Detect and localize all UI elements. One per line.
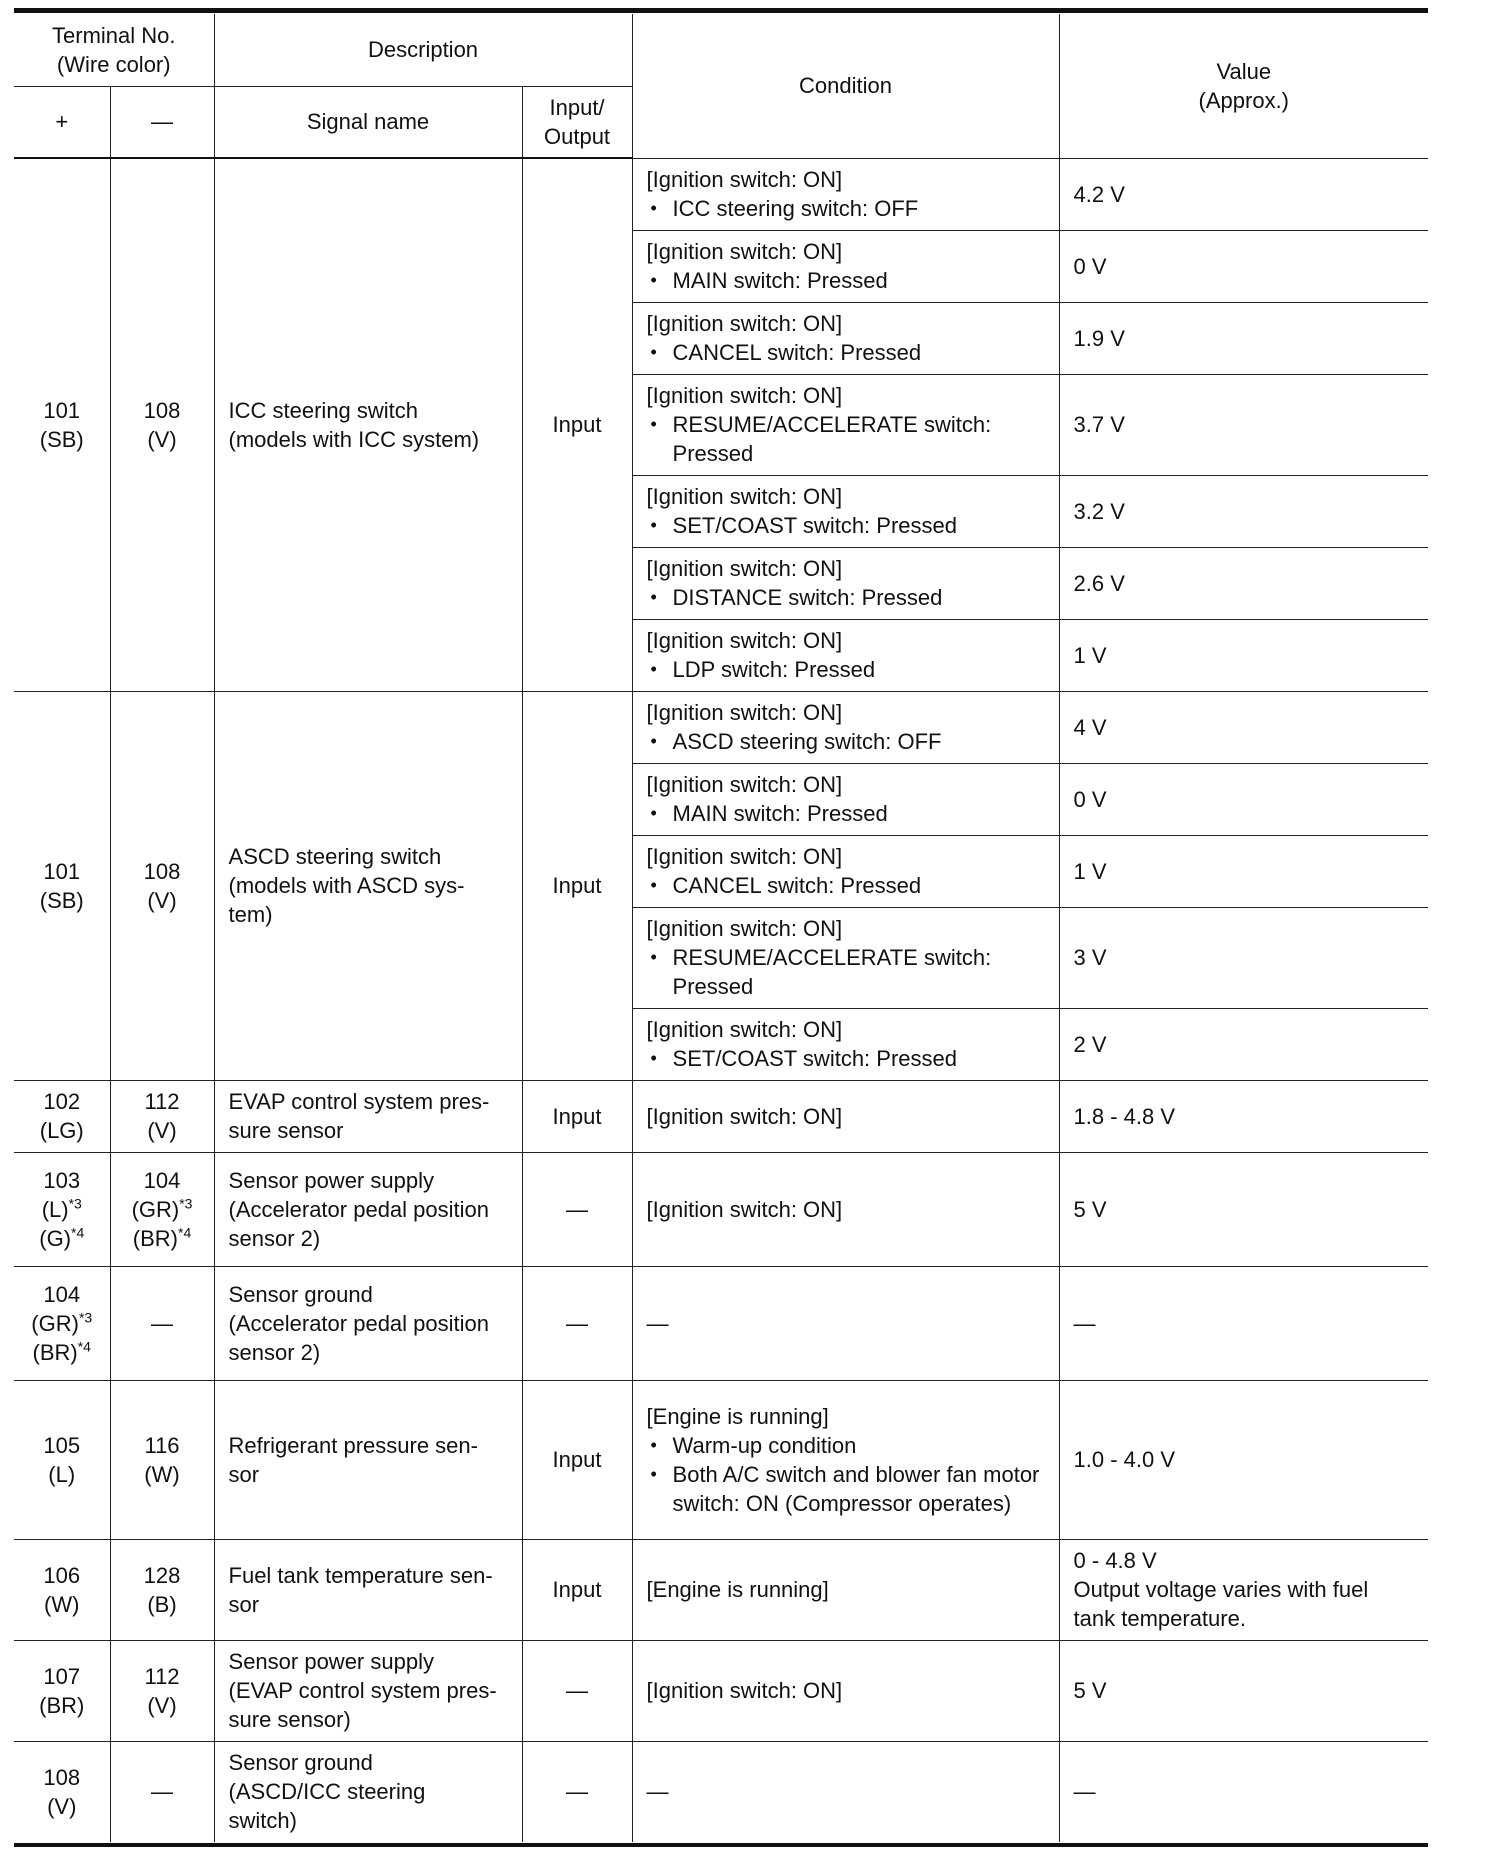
- terminal-plus-text: (L): [48, 1461, 76, 1487]
- terminal-plus-text: 105: [43, 1432, 81, 1458]
- signal-name: [214, 691, 522, 1080]
- value-line: 5 V: [1073, 1678, 1107, 1703]
- terminal-plus: [14, 1380, 110, 1539]
- condition-bullet: • CANCEL switch: Pressed: [647, 338, 1045, 367]
- condition-bullet: • DISTANCE switch: Pressed: [647, 583, 1045, 612]
- table-row: [14, 1266, 1428, 1380]
- terminal-plus-text: 102: [43, 1089, 81, 1114]
- condition-main: —: [646, 1310, 669, 1336]
- signal-name-line: (models with ICC system): [228, 426, 480, 452]
- table-row: [14, 1380, 1428, 1539]
- input-output: —: [522, 1640, 632, 1741]
- terminal-plus-text: (LG): [39, 1118, 84, 1143]
- terminal-minus-text: —: [151, 1310, 173, 1336]
- terminal-plus: [14, 1741, 110, 1842]
- condition-main: [Ignition switch: ON]: [646, 772, 843, 797]
- signal-name-line: sure sensor): [228, 1707, 351, 1732]
- signal-name-line: sor: [228, 1461, 260, 1487]
- terminal-plus-text: 107: [43, 1663, 81, 1689]
- value: [1059, 1539, 1428, 1640]
- value-line: 1.8 - 4.8 V: [1073, 1103, 1176, 1129]
- signal-name-line: (Accelerator pedal position: [228, 1196, 489, 1222]
- input-output: —: [522, 1266, 632, 1380]
- value: 0 V: [1059, 230, 1428, 302]
- terminal-minus-text: —: [151, 1779, 173, 1805]
- value: 1 V: [1059, 835, 1428, 907]
- footnote-mark: *3: [179, 1195, 193, 1212]
- condition-main: [Ignition switch: ON]: [646, 1017, 843, 1042]
- condition-main: [Ignition switch: ON]: [646, 844, 843, 869]
- terminal-plus-line: [28, 1763, 96, 1792]
- value: 4.2 V: [1059, 158, 1428, 230]
- condition: [632, 475, 1059, 547]
- signal-name-line: Sensor ground: [228, 1750, 373, 1776]
- terminal-minus-text: (GR): [131, 1196, 180, 1222]
- terminal-plus-line: [28, 1561, 96, 1590]
- value: 1 V: [1059, 619, 1428, 691]
- terminal-plus-text: (BR): [32, 1339, 78, 1365]
- condition-header: Condition: [632, 14, 1059, 158]
- signal-name-line: (EVAP control system pres-: [228, 1678, 497, 1703]
- terminal-plus-text: (L): [41, 1196, 69, 1222]
- io-label-2: Output: [544, 123, 611, 149]
- description-header: Description: [214, 14, 632, 86]
- signal-name: [214, 1640, 522, 1741]
- signal-name-line: Sensor ground: [228, 1281, 373, 1307]
- table-row: [14, 1152, 1428, 1266]
- condition: [632, 691, 1059, 763]
- terminal-minus-line: (V): [147, 426, 177, 452]
- terminal-minus-line: [125, 1195, 200, 1224]
- footnote-mark: *4: [77, 1338, 91, 1355]
- value: 0 V: [1059, 763, 1428, 835]
- terminal-minus-line: [125, 1662, 200, 1691]
- terminal-minus-text: 112: [144, 1663, 180, 1689]
- terminal-plus: [14, 1152, 110, 1266]
- value: 2 V: [1059, 1008, 1428, 1080]
- condition: [632, 1640, 1059, 1741]
- value: [1059, 1640, 1428, 1741]
- table-row: [14, 1539, 1428, 1640]
- terminal-plus-line: [28, 1166, 96, 1195]
- terminal-minus-text: (V): [147, 1118, 177, 1143]
- condition-main: [Ignition switch: ON]: [646, 916, 843, 941]
- condition: [632, 1539, 1059, 1640]
- value: [1059, 1741, 1428, 1842]
- terminal-minus-text: 128: [143, 1562, 181, 1588]
- terminal-minus-text: 116: [144, 1432, 180, 1458]
- terminal-minus-text: (W): [144, 1461, 180, 1487]
- terminal-minus: [110, 1266, 214, 1380]
- terminal-minus: [110, 158, 214, 691]
- signal-name-line: Sensor power supply: [228, 1649, 434, 1674]
- value: [1059, 1080, 1428, 1152]
- terminal-plus: [14, 158, 110, 691]
- signal-name-line: (ASCD/ICC steering: [228, 1779, 426, 1805]
- condition-main: [Ignition switch: ON]: [646, 1678, 843, 1703]
- value-line: 1.0 - 4.0 V: [1073, 1447, 1176, 1472]
- terminal-minus-line: [125, 1224, 200, 1253]
- footnote-mark: *3: [68, 1195, 82, 1212]
- table-row: [14, 1080, 1428, 1152]
- terminal-minus-text: 112: [144, 1089, 180, 1114]
- terminal-minus-line: [125, 1561, 200, 1590]
- condition: [632, 835, 1059, 907]
- footnote-mark: *3: [78, 1309, 93, 1326]
- terminal-plus-line: 101: [43, 397, 81, 423]
- condition: [632, 374, 1059, 475]
- terminal-plus-line: [28, 1662, 96, 1691]
- value-line: 0 - 4.8 V: [1073, 1548, 1157, 1573]
- condition-bullet: • RESUME/ACCELERATE switch: Pressed: [647, 410, 1045, 468]
- condition: [632, 158, 1059, 230]
- value: [1059, 1266, 1428, 1380]
- terminal-plus-line: [28, 1280, 96, 1309]
- io-label-1: Input/: [549, 94, 605, 120]
- terminal-no-label: Terminal No.: [52, 22, 176, 48]
- condition-main: [Ignition switch: ON]: [646, 700, 843, 725]
- table-row: [14, 1640, 1428, 1741]
- condition-bullet: • Warm-up condition: [647, 1431, 1045, 1460]
- signal-name: [214, 1539, 522, 1640]
- value: [1059, 1380, 1428, 1539]
- value: 2.6 V: [1059, 547, 1428, 619]
- value: 3.2 V: [1059, 475, 1428, 547]
- terminal-minus-text: (V): [147, 1692, 177, 1718]
- terminal-plus-text: 104: [43, 1281, 81, 1307]
- terminal-plus-text: (BR): [39, 1692, 85, 1718]
- signal-name-line: Refrigerant pressure sen-: [228, 1432, 478, 1458]
- condition: [632, 1080, 1059, 1152]
- io-header: [522, 86, 632, 158]
- footnote-mark: *4: [71, 1224, 85, 1241]
- terminal-plus-line: (SB): [39, 426, 84, 452]
- value: 3.7 V: [1059, 374, 1428, 475]
- signal-name-line: sor: [228, 1591, 260, 1617]
- terminal-minus-line: [125, 1460, 200, 1489]
- plus-header: +: [14, 86, 110, 158]
- terminal-plus-line: [28, 1195, 96, 1224]
- signal-name: [214, 1380, 522, 1539]
- condition: [632, 1380, 1059, 1539]
- value-line: —: [1073, 1779, 1096, 1805]
- table-row: [14, 158, 1428, 230]
- terminal-minus-line: [125, 1166, 200, 1195]
- terminal-minus: [110, 1380, 214, 1539]
- condition-bullet: • LDP switch: Pressed: [647, 655, 1045, 684]
- condition-main: [Ignition switch: ON]: [646, 556, 843, 581]
- terminal-header: [14, 14, 214, 86]
- condition-bullet: • SET/COAST switch: Pressed: [647, 511, 1045, 540]
- terminal-minus-line: 108: [143, 397, 181, 423]
- signal-name-line: switch): [228, 1808, 297, 1834]
- terminal-plus-line: (SB): [39, 887, 84, 913]
- terminal-plus: [14, 1080, 110, 1152]
- condition: [632, 547, 1059, 619]
- terminal-minus-text: (B): [147, 1591, 177, 1617]
- value-header: [1059, 14, 1428, 158]
- condition-main: [Ignition switch: ON]: [646, 484, 843, 509]
- signal-name-line: Fuel tank temperature sen-: [228, 1562, 493, 1588]
- terminal-plus-line: [28, 1431, 96, 1460]
- input-output: —: [522, 1741, 632, 1842]
- signal-name-line: tem): [228, 902, 273, 927]
- terminal-plus-text: 106: [43, 1562, 81, 1588]
- condition: [632, 1008, 1059, 1080]
- input-output: Input: [522, 1080, 632, 1152]
- terminal-plus-line: [28, 1338, 96, 1367]
- table-row: [14, 1741, 1428, 1842]
- signal-name: [214, 158, 522, 691]
- terminal-minus-line: [125, 1116, 200, 1145]
- terminal-plus-line: [28, 1460, 96, 1489]
- value-line: Output voltage varies with fuel tank temperature.: [1073, 1577, 1369, 1631]
- terminal-minus-line: [125, 1431, 200, 1460]
- value: 1.9 V: [1059, 302, 1428, 374]
- condition-main: [Engine is running]: [646, 1403, 829, 1429]
- condition: [632, 619, 1059, 691]
- terminal-minus: [110, 691, 214, 1080]
- condition-bullet: • ICC steering switch: OFF: [647, 194, 1045, 223]
- terminal-plus-text: (V): [47, 1793, 77, 1819]
- condition: [632, 1266, 1059, 1380]
- condition: [632, 763, 1059, 835]
- terminal-minus-line: (V): [147, 887, 177, 913]
- terminal-plus-line: [28, 1792, 96, 1821]
- condition-main: [Ignition switch: ON]: [646, 383, 843, 408]
- terminal-minus: [110, 1539, 214, 1640]
- terminal-plus-line: [28, 1309, 96, 1338]
- terminal-minus: [110, 1080, 214, 1152]
- condition: [632, 907, 1059, 1008]
- terminal-minus-text: 104: [143, 1167, 181, 1193]
- top-rule: [14, 8, 1428, 13]
- signal-name-line: EVAP control system pres-: [228, 1089, 490, 1114]
- terminal-plus-line: [28, 1590, 96, 1619]
- wire-color-label: (Wire color): [56, 51, 171, 77]
- approx-label: (Approx.): [1198, 87, 1290, 113]
- condition-main: [Engine is running]: [646, 1577, 829, 1602]
- signal-name-line: ICC steering switch: [228, 397, 419, 423]
- input-output: Input: [522, 691, 632, 1080]
- terminal-minus-line: [125, 1087, 200, 1116]
- value-line: 5 V: [1073, 1196, 1107, 1222]
- condition-main: —: [646, 1779, 669, 1805]
- terminal-plus: [14, 1539, 110, 1640]
- table-body: [14, 158, 1428, 1842]
- condition-bullet: • MAIN switch: Pressed: [647, 799, 1045, 828]
- terminal-plus-text: (W): [44, 1591, 80, 1617]
- minus-header: —: [110, 86, 214, 158]
- terminal-plus-line: [28, 1087, 96, 1116]
- signal-name: [214, 1080, 522, 1152]
- terminal-plus-line: [28, 1116, 96, 1145]
- condition-bullet: • CANCEL switch: Pressed: [647, 871, 1045, 900]
- terminal-minus: [110, 1741, 214, 1842]
- signal-name-header: Signal name: [214, 86, 522, 158]
- terminal-spec-table: [14, 14, 1428, 1842]
- terminal-plus: [14, 1640, 110, 1741]
- condition: [632, 1741, 1059, 1842]
- terminal-plus-line: [28, 1691, 96, 1720]
- signal-name: [214, 1741, 522, 1842]
- condition-main: [Ignition switch: ON]: [646, 1103, 843, 1129]
- footnote-mark: *4: [178, 1224, 192, 1241]
- condition-main: [Ignition switch: ON]: [646, 628, 843, 653]
- condition-main: [Ignition switch: ON]: [646, 1196, 843, 1222]
- table-row: [14, 691, 1428, 763]
- terminal-plus-text: (GR): [31, 1310, 79, 1336]
- signal-name-line: (models with ASCD sys-: [228, 873, 465, 898]
- terminal-plus-line: 101: [43, 858, 81, 884]
- signal-name-line: Sensor power supply: [228, 1167, 434, 1193]
- terminal-minus-line: [125, 1309, 200, 1338]
- header-row-1: [14, 14, 1428, 86]
- signal-name: [214, 1152, 522, 1266]
- terminal-plus: [14, 691, 110, 1080]
- value: [1059, 1152, 1428, 1266]
- condition-bullet: • RESUME/ACCELERATE switch: Pressed: [647, 943, 1045, 1001]
- value: 4 V: [1059, 691, 1428, 763]
- signal-name-line: sensor 2): [228, 1225, 321, 1251]
- value-line: —: [1073, 1310, 1096, 1336]
- terminal-plus: [14, 1266, 110, 1380]
- signal-name: [214, 1266, 522, 1380]
- condition-main: [Ignition switch: ON]: [646, 311, 843, 336]
- value: 3 V: [1059, 907, 1428, 1008]
- terminal-plus-text: 108: [43, 1764, 81, 1790]
- input-output: Input: [522, 1539, 632, 1640]
- condition: [632, 302, 1059, 374]
- terminal-minus-line: [125, 1590, 200, 1619]
- terminal-plus-text: (G): [39, 1225, 72, 1251]
- condition-bullet: • ASCD steering switch: OFF: [647, 727, 1045, 756]
- signal-name-line: (Accelerator pedal position: [228, 1310, 489, 1336]
- signal-name-line: sensor 2): [228, 1339, 321, 1365]
- terminal-minus-line: [125, 1691, 200, 1720]
- value-label: Value: [1216, 58, 1272, 84]
- condition-bullet: • Both A/C switch and blower fan motor switch: ON (Compressor operates): [647, 1460, 1045, 1518]
- input-output: —: [522, 1152, 632, 1266]
- condition-bullet: • SET/COAST switch: Pressed: [647, 1044, 1045, 1073]
- terminal-minus: [110, 1152, 214, 1266]
- terminal-minus-text: (BR): [132, 1225, 178, 1251]
- terminal-minus: [110, 1640, 214, 1741]
- bottom-rule: [14, 1843, 1428, 1847]
- input-output: Input: [522, 158, 632, 691]
- condition: [632, 1152, 1059, 1266]
- terminal-plus-line: [28, 1224, 96, 1253]
- signal-name-line: sure sensor: [228, 1118, 344, 1143]
- terminal-plus-text: 103: [43, 1167, 81, 1193]
- terminal-minus-line: 108: [143, 858, 181, 884]
- condition-main: [Ignition switch: ON]: [646, 167, 843, 192]
- condition: [632, 230, 1059, 302]
- input-output: Input: [522, 1380, 632, 1539]
- condition-main: [Ignition switch: ON]: [646, 239, 843, 264]
- condition-bullet: • MAIN switch: Pressed: [647, 266, 1045, 295]
- terminal-minus-line: [125, 1777, 200, 1806]
- signal-name-line: ASCD steering switch: [228, 844, 442, 869]
